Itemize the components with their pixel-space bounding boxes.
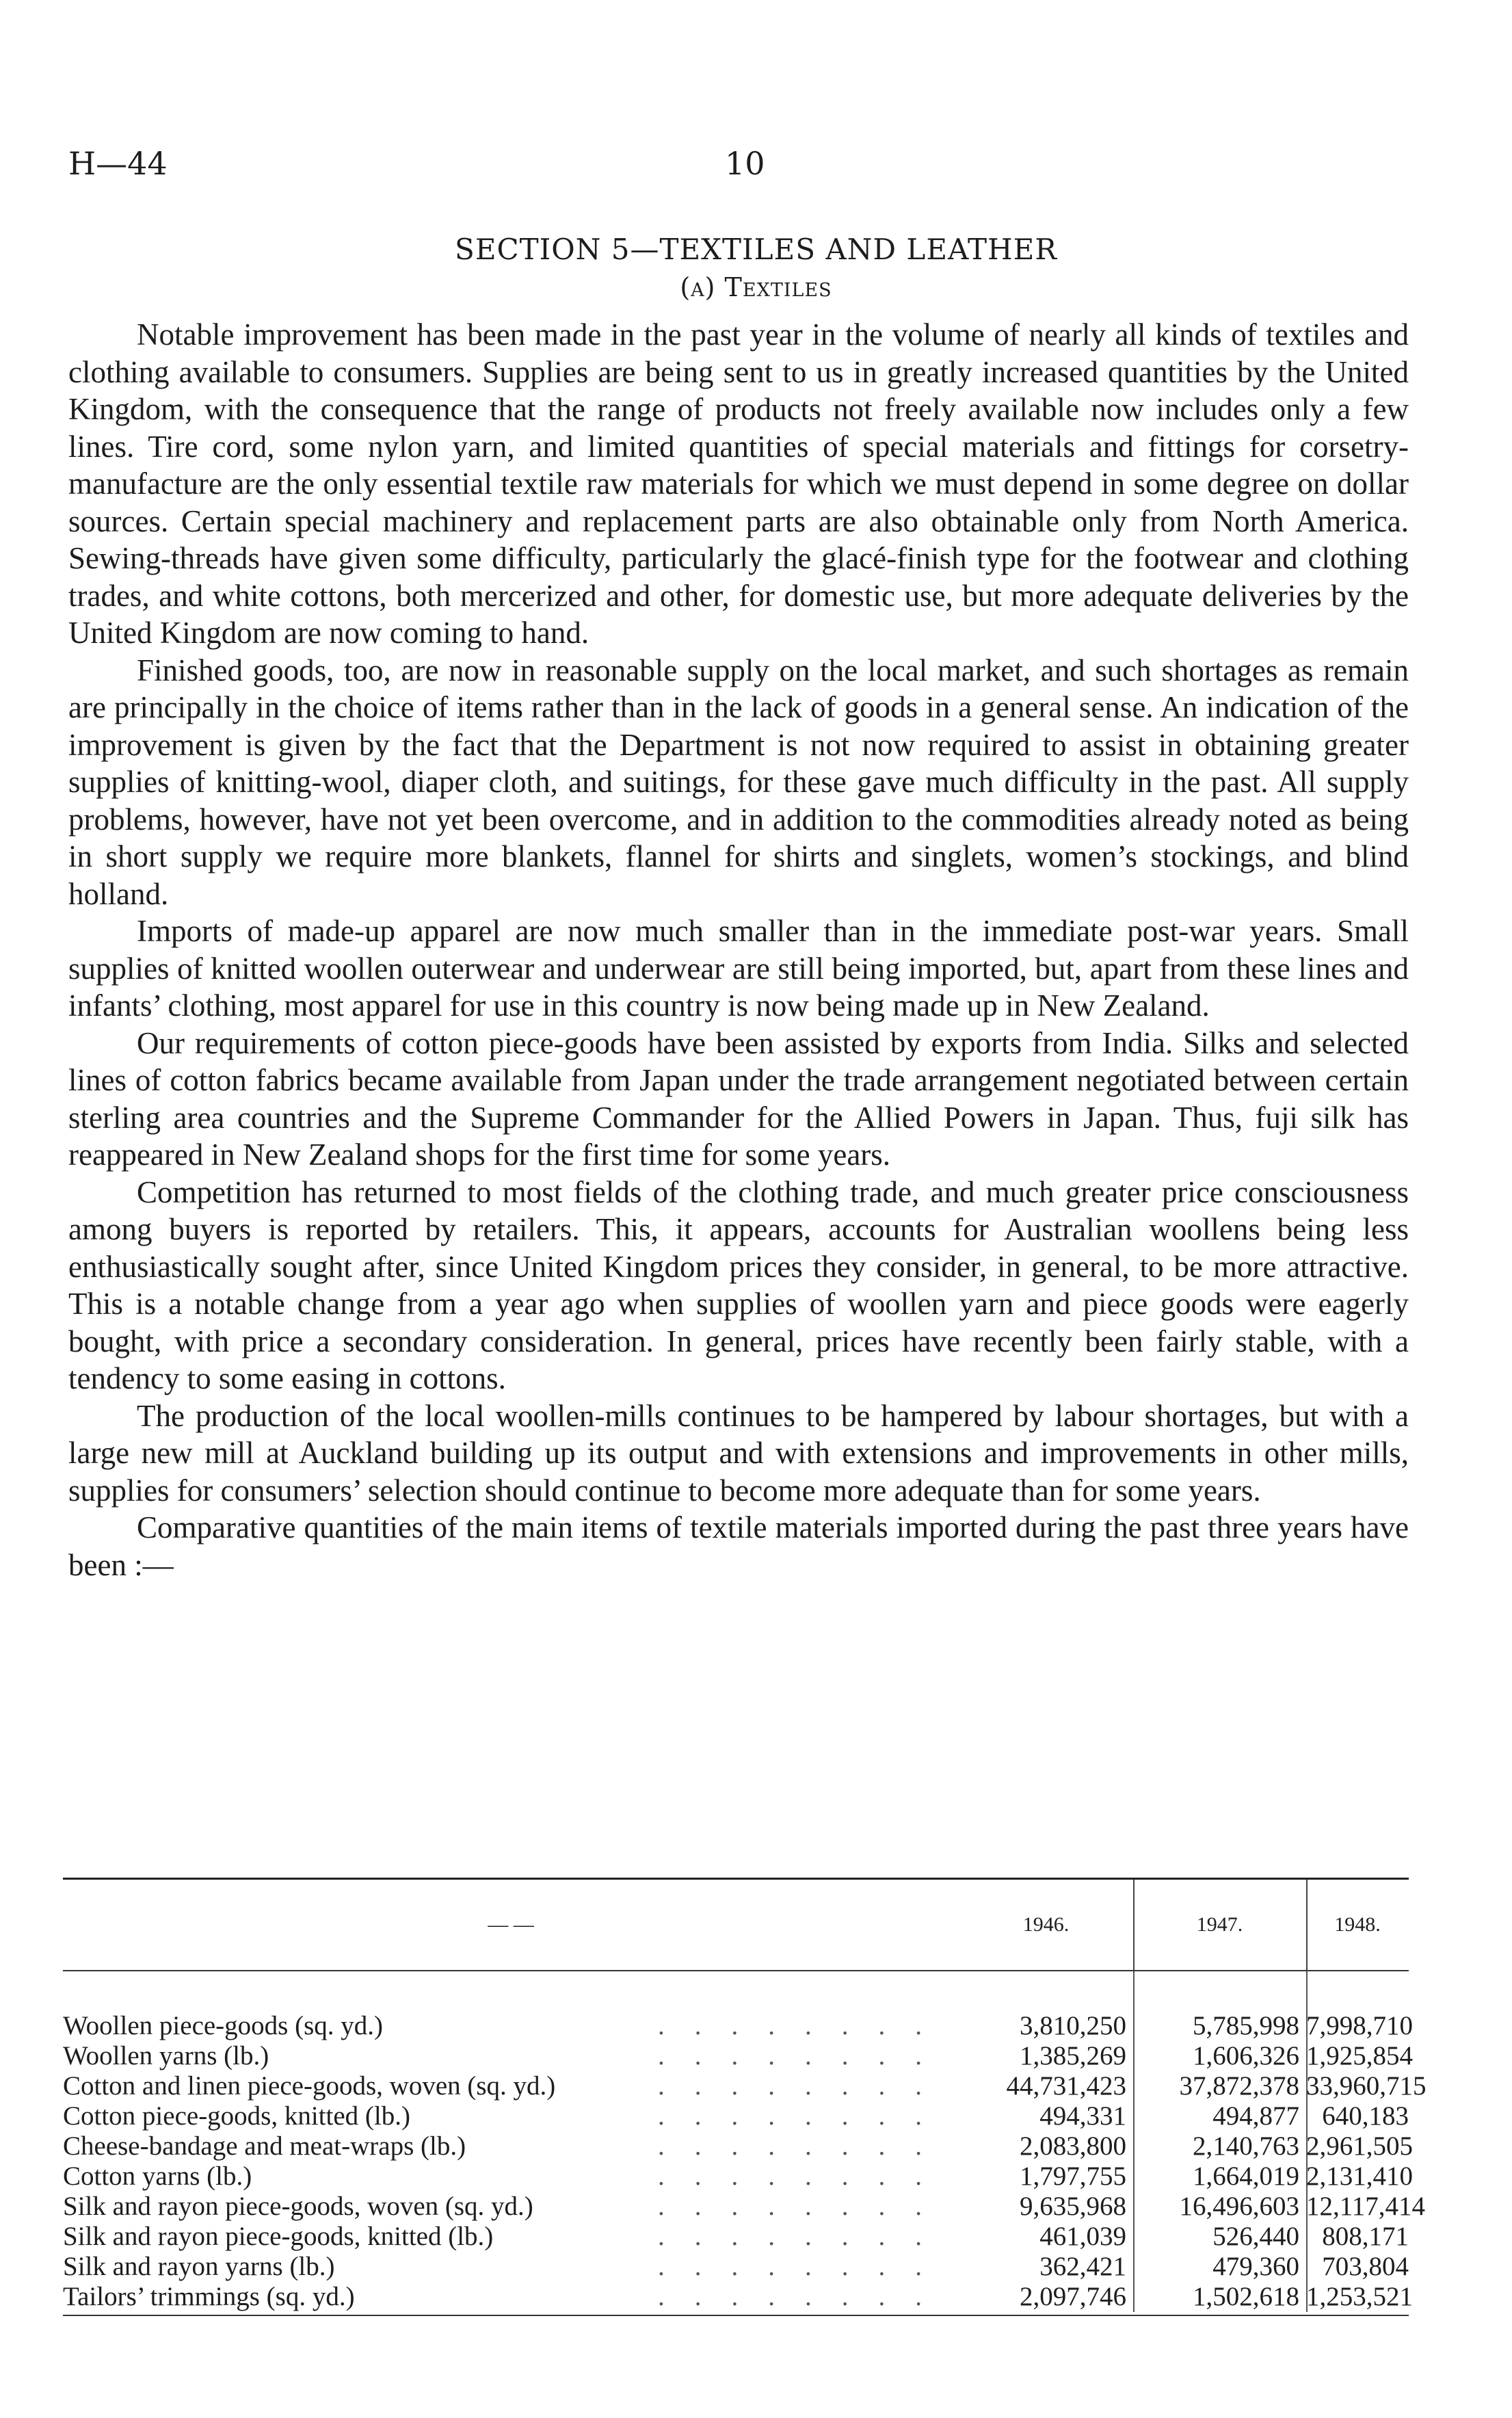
value-1948: 1,253,521 bbox=[1306, 2282, 1413, 2311]
imports-table bbox=[63, 1878, 1427, 2316]
table-row bbox=[63, 2131, 1413, 2161]
paragraph: Our requirements of cotton piece-goods have been assisted by exports from India. Silks and selected lines of cotton fabrics became available from Japan under the trade arrangement negotiated between certain sterling area countries and the Supreme Commander for the Allied Powers in Japan. Thus, fuji silk has reappeared in New Zealand shops for the first time for some years. bbox=[68, 1025, 1409, 1172]
value-1948: 2,961,505 bbox=[1306, 2131, 1413, 2161]
value-1947: 479,360 bbox=[1212, 2252, 1299, 2281]
value-1947: 37,872,378 bbox=[1179, 2071, 1299, 2101]
table-row bbox=[63, 2041, 1413, 2071]
value-1946: 44,731,423 bbox=[1006, 2071, 1126, 2101]
value-1948: 1,925,854 bbox=[1306, 2041, 1413, 2071]
leader-dots: ........ bbox=[658, 2101, 952, 2131]
value-1948: 33,960,715 bbox=[1306, 2071, 1427, 2101]
paragraph: Competition has returned to most fields of the clothing trade, and much greater price consciousness among buyers is reported by retailers. This, it appears, accounts for Australian woollens being less enthusiastically sought after, since United Kingdom prices they consider, in general, to be more attractive. This is a notable change from a year ago when supplies of woollen yarn and piece goods were eagerly bought, with price a secondary consideration. In general, prices have recently been fairly stable, with a tendency to some easing in cottons. bbox=[68, 1174, 1409, 1395]
paragraph: Finished goods, too, are now in reasonable supply on the local market, and such shortages as remain are principally in the choice of items rather than in the lack of goods in a general sense. An indication of the improvement is given by the fact that the Department is not now required to assist in obtaining greater supplies of knitting-wool, diaper cloth, and suitings, for these gave much difficulty in the past. All supply problems, however, have not yet been overcome, and in addition to the commodities already noted as being in short supply we require more blankets, flannel for shirts and singlets, women’s stockings, and blind holland. bbox=[68, 653, 1409, 911]
leader-dots: ........ bbox=[658, 2161, 952, 2191]
leader-dots: ........ bbox=[658, 2252, 952, 2281]
row-label: Silk and rayon yarns (lb.) bbox=[63, 2252, 341, 2281]
row-label: Woollen piece-goods (sq. yd.) bbox=[63, 2011, 388, 2040]
body-text bbox=[68, 316, 1409, 1583]
value-1948: 703,804 bbox=[1322, 2252, 1409, 2281]
row-label: Cotton piece-goods, knitted (lb.) bbox=[63, 2101, 416, 2131]
table-row bbox=[63, 2071, 1427, 2101]
leader-dots: ........ bbox=[658, 2192, 952, 2221]
value-1946: 1,385,269 bbox=[1020, 2041, 1126, 2071]
row-label: Silk and rayon piece-goods, woven (sq. yd.) bbox=[63, 2192, 539, 2221]
page-header bbox=[68, 145, 1436, 186]
leader-dots: ........ bbox=[658, 2131, 952, 2161]
leader-dots: ........ bbox=[658, 2011, 952, 2040]
leader-dots: ........ bbox=[658, 2071, 952, 2101]
table-row bbox=[63, 2161, 1413, 2192]
value-1946: 494,331 bbox=[1039, 2101, 1126, 2131]
table-row bbox=[63, 2011, 1413, 2041]
paragraph: The production of the local woollen-mills continues to be hampered by labour shortages, but with a large new mill at Auckland building up its output and with extensions and improvements in other mills, supplies for consumers’ selection should continue to become more adequate than for some years. bbox=[68, 1398, 1409, 1508]
subsection-title: (a) Textiles bbox=[680, 272, 832, 302]
document-code: H—44 bbox=[68, 145, 168, 182]
table-bottom-rule bbox=[63, 2315, 1409, 2316]
paragraph: Notable improvement has been made in the past year in the volume of nearly all kinds of textiles and clothing available to consumers. Supplies are being sent to us in greatly increased quantities by the United Kingdom, with the consequence that the range of products not freely available now includes only a few lines. Tire cord, some nylon yarn, and limited quantities of special materials and fittings for corsetry-manufacture are the only essential textile raw materials for which we must depend in some degree on dollar sources. Certain special machinery and replacement parts are also obtainable only from North America. Sewing-threads have given some difficulty, particularly the glacé-finish type for the footwear and clothing trades, and white cottons, both mercerized and other, for domestic use, but more adequate deliveries by the United Kingdom are now coming to hand. bbox=[68, 317, 1409, 650]
row-label: Silk and rayon piece-goods, knitted (lb.) bbox=[63, 2222, 499, 2251]
value-1948: 12,117,414 bbox=[1306, 2192, 1426, 2221]
leader-dots: ........ bbox=[658, 2041, 952, 2071]
value-1946: 2,083,800 bbox=[1020, 2131, 1126, 2161]
row-label: Cotton and linen piece-goods, woven (sq. yd.) bbox=[63, 2071, 561, 2101]
value-1947: 526,440 bbox=[1212, 2222, 1299, 2251]
table-row bbox=[63, 2101, 1409, 2131]
row-label: Tailors’ trimmings (sq. yd.) bbox=[63, 2282, 360, 2311]
value-1948: 2,131,410 bbox=[1306, 2161, 1413, 2191]
table-header bbox=[63, 1880, 1409, 1971]
value-1947: 16,496,603 bbox=[1179, 2192, 1299, 2221]
paragraph: Imports of made-up apparel are now much smaller than in the immediate post-war years. Small supplies of knitted woollen outerwear and underwear are still being imported, but, apart from these lines and infants’ clothing, most apparel for use in this country is now being made up in New Zealand. bbox=[68, 914, 1409, 1023]
table-row bbox=[63, 2282, 1413, 2312]
header-year-1946: 1946. bbox=[959, 1880, 1135, 1970]
value-1946: 461,039 bbox=[1039, 2222, 1126, 2251]
value-1946: 1,797,755 bbox=[1020, 2161, 1126, 2191]
value-1946: 3,810,250 bbox=[1020, 2011, 1126, 2040]
value-1946: 362,421 bbox=[1039, 2252, 1126, 2281]
value-1948: 7,998,710 bbox=[1306, 2011, 1413, 2040]
table-body bbox=[63, 1971, 1427, 2312]
paragraph: Comparative quantities of the main items of textile materials imported during the past three years have been :— bbox=[68, 1510, 1409, 1582]
row-label: Woollen yarns (lb.) bbox=[63, 2041, 274, 2071]
header-label: — — bbox=[488, 1913, 534, 1936]
value-1947: 5,785,998 bbox=[1193, 2011, 1299, 2040]
value-1946: 2,097,746 bbox=[1020, 2282, 1126, 2311]
value-1948: 808,171 bbox=[1322, 2222, 1409, 2251]
table-row bbox=[63, 2192, 1426, 2222]
header-year-1947: 1947. bbox=[1133, 1880, 1308, 1970]
section-title: SECTION 5—TEXTILES AND LEATHER bbox=[455, 233, 1057, 266]
table-row bbox=[63, 2222, 1409, 2252]
value-1947: 1,502,618 bbox=[1193, 2282, 1299, 2311]
leader-dots: ........ bbox=[658, 2282, 952, 2311]
page-number: 10 bbox=[725, 145, 765, 182]
row-label: Cotton yarns (lb.) bbox=[63, 2161, 257, 2191]
header-year-1948: 1948. bbox=[1334, 1913, 1381, 1936]
table-row bbox=[63, 2252, 1409, 2282]
value-1947: 494,877 bbox=[1212, 2101, 1299, 2131]
value-1947: 2,140,763 bbox=[1193, 2131, 1299, 2161]
value-1947: 1,606,326 bbox=[1193, 2041, 1299, 2071]
leader-dots: ........ bbox=[658, 2222, 952, 2251]
value-1948: 640,183 bbox=[1322, 2101, 1409, 2131]
value-1946: 9,635,968 bbox=[1020, 2192, 1126, 2221]
row-label: Cheese-bandage and meat-wraps (lb.) bbox=[63, 2131, 471, 2161]
value-1947: 1,664,019 bbox=[1193, 2161, 1299, 2191]
